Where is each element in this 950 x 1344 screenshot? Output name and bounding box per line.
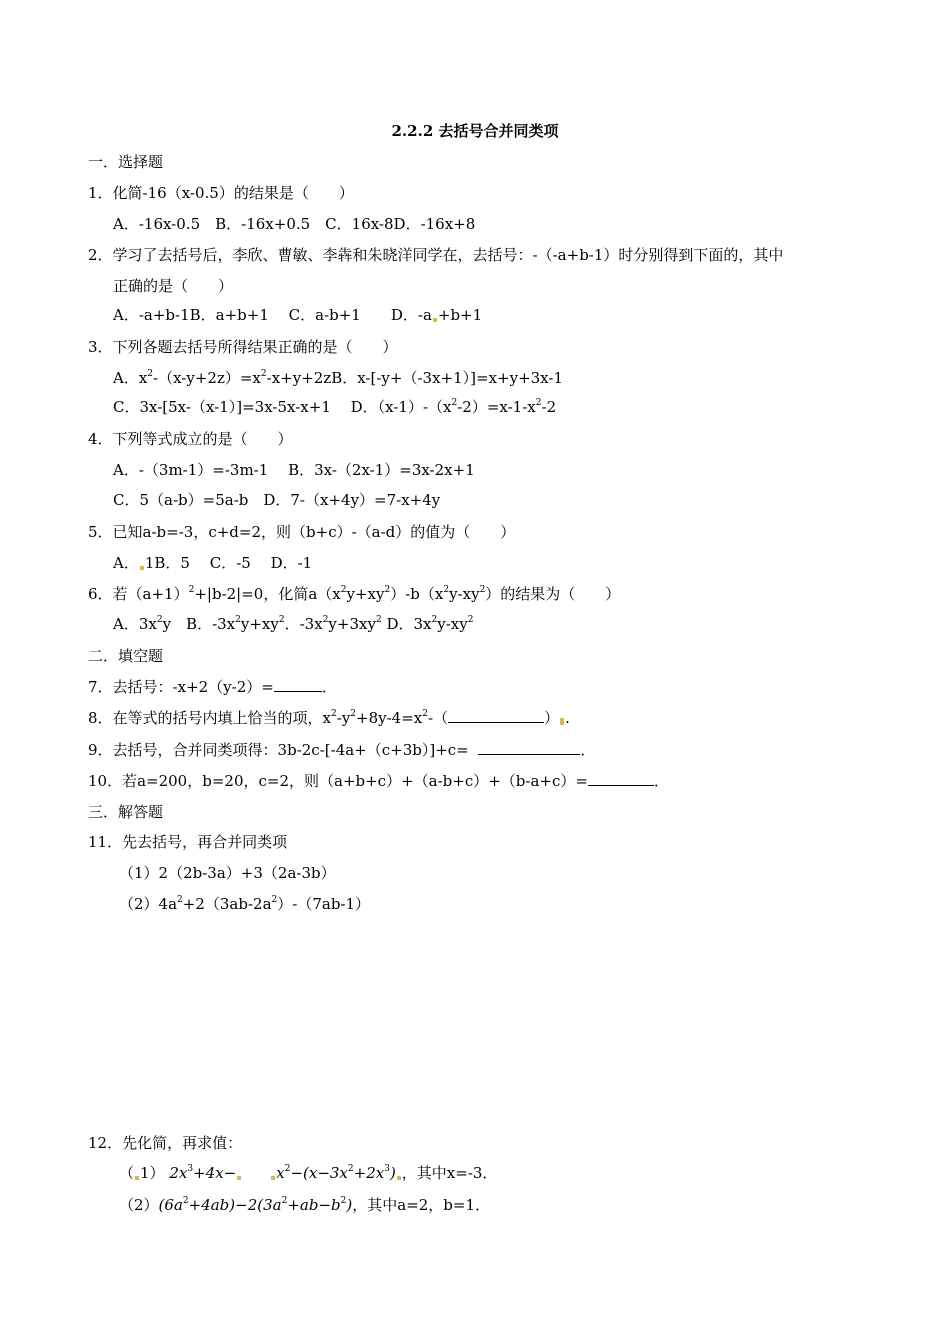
question-3-options-ab: A．$x^2-(x-y+2z)=x^2-x+y+2zB$．x-[-y+（-3x+1）]=x+y+3x-1 [113,369,563,387]
question-3-options-cd: C．3x-[5x-（x-1）]=3x-5x-x+1 D．$(x-1)-(x^2-2)=x-1-x^2-2$ [113,398,557,416]
page-title: 2.2.2 去括号合并同类项 [391,122,559,140]
question-10: 10．若a=200，b=20，c=2，则（a+b+c）+（a-b+c）+（b-a+c）= ． [88,772,669,790]
question-7: 7．去括号：-x+2（y-2）= ． [88,678,337,696]
highlight-mark [237,1176,241,1180]
question-12-part-2: $(2)(6a^2+4ab)-2(3a^2+ab-b^2)$，其中a=2，b=1． [119,1196,490,1214]
question-2-stem-cont: 正确的是（ ） [113,277,234,295]
question-4-stem: 4．下列等式成立的是（ ） [88,430,293,448]
highlight-mark [560,718,564,725]
question-4-options-ab: A．-（3m-1）=-3m-1 B．3x-（2x-1）=3x-2x+1 [113,461,475,479]
highlight-mark [433,318,437,322]
answer-blank[interactable] [448,708,544,723]
question-12-stem: 12．先化简，再求值： [88,1134,243,1152]
answer-blank[interactable] [478,740,580,755]
question-11-part-2: $(2)4a^2+2(3ab-2a^2)-(7ab-1)$ [119,895,371,913]
section-heading-fill: 二．填空题 [88,647,164,665]
section-heading-solve: 三．解答题 [88,803,164,821]
section-heading-choice: 一．选择题 [88,153,164,171]
answer-blank[interactable] [588,771,654,786]
answer-blank[interactable] [274,677,322,692]
question-9: 9．去括号，合并同类项得：3b-2c-[-4a+（c+3b）]+c= ． [88,741,596,759]
highlight-mark [140,566,144,570]
question-2-options: A．-a+b-1B．a+b+1 C．a-b+1 D．-a +b+1 [113,306,483,324]
question-6-options: A．$3x^2y$ B．$-3x^2y+xy^2$．$-3x^2y+3xy^2$ D．$3x^2y-xy^2$ [113,615,474,633]
question-12-part-1: （ 1） $2x^3+4x- x^2-(x-3x^2+2x^3)$ ，其中x=-3． [119,1164,498,1182]
question-3-stem: 3．下列各题去括号所得结果正确的是（ ） [88,338,398,356]
question-2-stem: 2．学习了去括号后，李欣、曹敏、李犇和朱晓洋同学在，去括号：-（-a+b-1）时分别得到下面的，其中 [88,246,784,264]
question-1-options: A．-16x-0.5 B．-16x+0.5 C．16x-8D．-16x+8 [113,215,476,233]
question-1-stem: 1．化简-16（x-0.5）的结果是（ ） [88,184,354,202]
highlight-mark [271,1176,275,1180]
question-6-stem: 6．若$(a+1)^2+|b-2|=0$，化简$a(x^2y+xy^2)-b(x^2y-xy^2)$的结果为（ ） [88,585,621,603]
highlight-mark [135,1176,139,1180]
question-11-part-1: （1）2（2b-3a）+3（2a-3b） [119,864,336,882]
question-5-stem: 5．已知a-b=-3，c+d=2，则（b+c）-（a-d）的值为（ ） [88,523,516,541]
highlight-mark [397,1176,401,1180]
question-4-options-cd: C．5（a-b）=5a-b D．7-（x+4y）=7-x+4y [113,491,441,509]
question-5-options: A． 1B．5 C．-5 D．-1 [113,554,313,572]
question-8: 8．在等式的括号内填上恰当的项，$x^2-y^2+8y-4=x^2-$（ ） . [88,709,570,727]
question-11-stem: 11．先去括号，再合并同类项 [88,833,288,851]
